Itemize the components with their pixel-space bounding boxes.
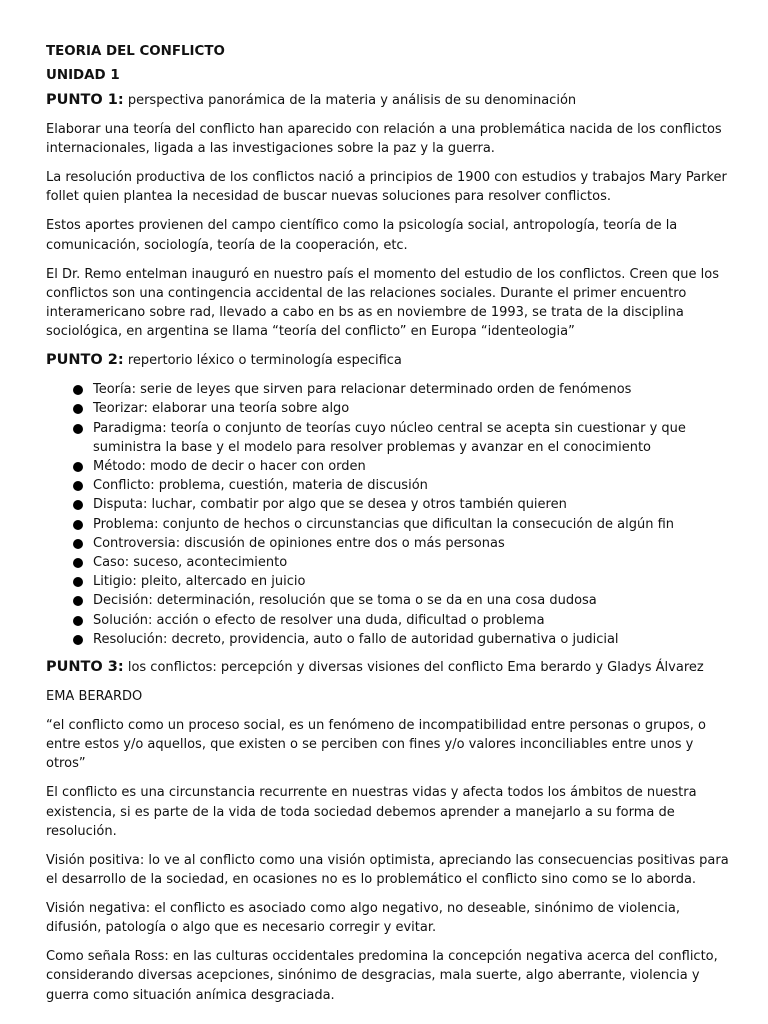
bullet-icon: [73, 577, 83, 587]
paragraph: Visión negativa: el conflicto es asociado como algo negativo, no deseable, sinónimo de violencia, difusión, patología o algo que es necesario corregir y evitar.: [46, 901, 680, 936]
list-item-text: Teorizar: elaborar una teoría sobre algo: [93, 401, 350, 417]
list-item-text: Caso: suceso, acontecimiento: [93, 555, 288, 571]
punto-3-label: PUNTO 3:: [46, 659, 124, 676]
list-item: [73, 495, 736, 514]
bullet-icon: [73, 462, 83, 472]
list-item-text: Resolución: decreto, providencia, auto o fallo de autoridad gubernativa o judicial: [93, 631, 619, 647]
bullet-icon: [73, 481, 83, 491]
bullet-icon: [73, 635, 83, 645]
list-item: [73, 419, 736, 457]
list-item: [73, 591, 736, 610]
bullet-icon: [73, 616, 83, 626]
paragraph: Visión positiva: lo ve al conflicto como una visión optimista, apreciando las consecuencias positivas para el desarrollo de la sociedad, en ocasiones no es lo problemático el conflicto sino como se lo aborda.: [46, 852, 729, 888]
punto-3-heading: [46, 658, 736, 677]
list-item-text: Paradigma: teoría o conjunto de teorías cuyo núcleo central se acepta sin cuestionar y que suministra la base y el modelo para resolver problemas y avanzar en el conocimiento: [93, 420, 686, 455]
paragraph: Estos aportes provienen del campo científico como la psicología social, antropología, teoría de la comunicación, sociología, teoría de la cooperación, etc.: [46, 218, 678, 253]
list-item-text: Controversia: discusión de opiniones entre dos o más personas: [93, 535, 505, 551]
list-item-text: Teoría: serie de leyes que sirven para relacionar determinado orden de fenómenos: [93, 382, 632, 398]
author-name: EMA BERARDO: [46, 689, 143, 705]
punto-3-text: los conflictos: percepción y diversas visiones del conflicto Ema berardo y Gladys Álvarez: [123, 660, 704, 676]
document-title: TEORIA DEL CONFLICTO: [46, 44, 225, 59]
punto-1-label: PUNTO 1:: [46, 92, 124, 108]
paragraph: El Dr. Remo entelman inauguró en nuestro país el momento del estudio de los conflictos. Creen que los conflictos son una contingencia accidental de las relaciones sociales. Durante el primer encuentro interamericano sobre rad, llevado a cabo en bs as en noviembre de 1993, se trata de la disciplina sociológica, en argentina se llama “teoría del conflicto” en Europa “identeologia”: [46, 266, 720, 340]
paragraph: Elaborar una teoría del conflicto han aparecido con relación a una problemática nacida de los conflictos internacionales, ligada a las investigaciones sobre la paz y la guerra.: [46, 122, 722, 157]
list-item-text: Litigio: pleito, altercado en juicio: [93, 574, 306, 590]
quote-paragraph: “el conflicto como un proceso social, es un fenómeno de incompatibilidad entre personas o grupos, o entre estos y/o aquellos, que existen o se perciben con fines y/o valores inconciliables entre unos y otros”: [46, 718, 706, 772]
list-item: [73, 399, 736, 418]
list-item-text: Conflicto: problema, cuestión, materia de discusión: [93, 478, 428, 494]
bullet-icon: [73, 500, 83, 510]
document-page: [46, 43, 736, 1015]
list-item-text: Disputa: luchar, combatir por algo que se desea y otros también quieren: [93, 497, 567, 513]
bullet-icon: [73, 539, 83, 549]
list-item-text: Solución: acción o efecto de resolver una duda, dificultad o problema: [93, 612, 545, 628]
bullet-icon: [73, 404, 83, 414]
punto-2-label: PUNTO 2:: [46, 352, 124, 369]
list-item: [73, 553, 736, 572]
bullet-icon: [73, 558, 83, 568]
bullet-icon: [73, 520, 83, 530]
paragraph: Como señala Ross: en las culturas occidentales predomina la concepción negativa acerca del conflicto, considerando diversas acepciones, sinónimo de desgracias, mala suerte, algo aberrante, violencia y guerra como situación anímica desgraciada.: [46, 949, 718, 1003]
list-item-text: Decisión: determinación, resolución que se toma o se da en una cosa dudosa: [93, 593, 597, 609]
punto-2-text: repertorio léxico o terminología especifica: [123, 353, 402, 369]
list-item: [73, 534, 736, 553]
list-item: [73, 611, 736, 630]
punto-1-heading: [46, 91, 736, 110]
list-item-text: Método: modo de decir o hacer con orden: [93, 459, 366, 475]
list-item: [73, 476, 736, 495]
bullet-icon: [73, 596, 83, 606]
punto-1-text: perspectiva panorámica de la materia y análisis de su denominación: [123, 93, 577, 108]
paragraph: El conflicto es una circunstancia recurrente en nuestras vidas y afecta todos los ámbitos de nuestra existencia, si es parte de la vida de toda sociedad debemos aprender a manejarlo a su forma de resolución.: [46, 785, 697, 839]
list-item: [73, 572, 736, 591]
list-item-text: Problema: conjunto de hechos o circunstancias que dificultan la consecución de algún fin: [93, 516, 674, 532]
unit-heading: UNIDAD 1: [46, 68, 120, 83]
list-item: [73, 515, 736, 534]
list-item: [73, 380, 736, 399]
terminology-list: [46, 380, 736, 649]
list-item: [73, 630, 736, 649]
bullet-icon: [73, 424, 83, 434]
bullet-icon: [73, 385, 83, 395]
paragraph: La resolución productiva de los conflictos nació a principios de 1900 con estudios y trabajos Mary Parker follet quien plantea la necesidad de buscar nuevas soluciones para resolver conflictos.: [46, 170, 727, 205]
punto-2-heading: [46, 351, 736, 370]
list-item: [73, 457, 736, 476]
